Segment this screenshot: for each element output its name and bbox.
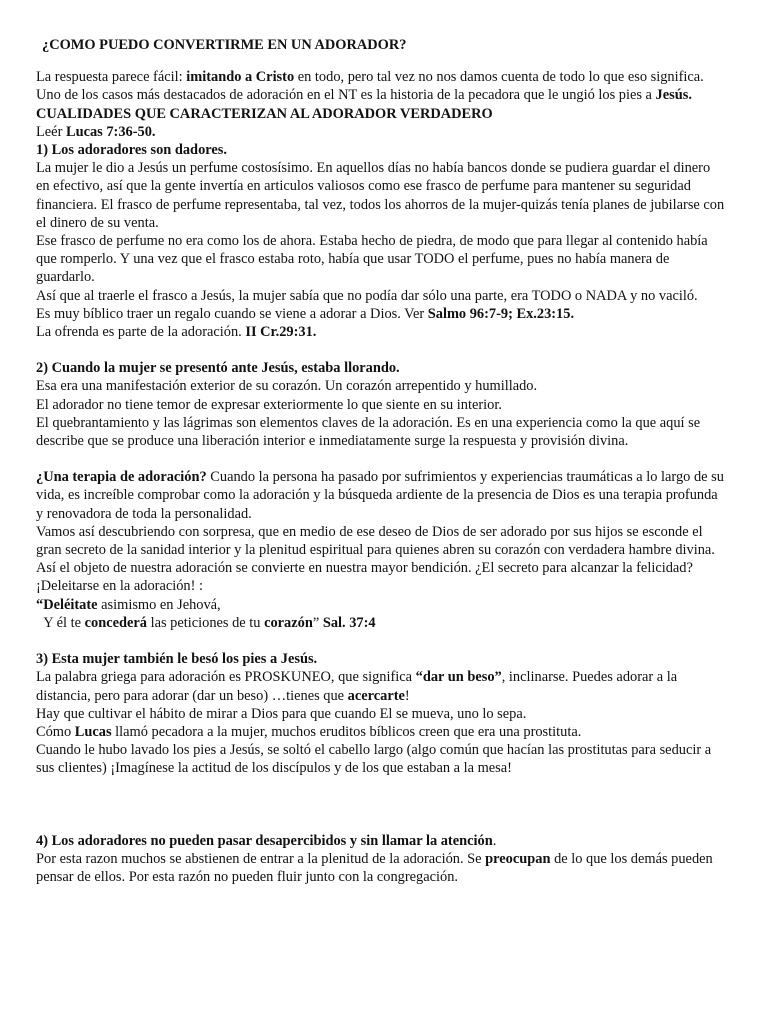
text-run: Por esta razon muchos se abstienen de entrar a la plenitud de la adoración. Se <box>36 850 486 867</box>
text-run: , inclinarse. Puedes adorar a la distancia, pero para adorar (dar un beso) …tienes que <box>36 669 678 704</box>
section-2-paragraph: El adorador no tiene temor de expresar exteriormente lo que siente en su interior. <box>36 396 502 413</box>
text-run: La ofrenda es parte de la adoración. <box>36 324 246 341</box>
intro-paragraph-2 <box>36 86 726 104</box>
section-1-paragraph: La mujer le dio a Jesús un perfume costosísimo. En aquellos días no había bancos donde se pudiera guardar el dinero en efectivo, así que la gente invertía en articulos valiosos como ese frasco de perfume para mantener su seguridad financiera. El frasco de perfume representaba, tal vez, todos los ahorros de la mujer-quizás tenía planes de jubilarse con el dinero de su venta. <box>36 160 725 231</box>
section-3-heading: 3) Esta mujer también le besó los pies a Jesús. <box>36 651 318 668</box>
text-run: llamó pecadora a la mujer, muchos eruditos bíblicos creen que era una prostituta. <box>111 723 582 740</box>
text-run: Es muy bíblico traer un regalo cuando se viene a adorar a Dios. Ver <box>36 305 428 322</box>
section-3-paragraph: Hay que cultivar el hábito de mirar a Dios para que cuando El se mueva, uno lo sepa. <box>36 705 527 722</box>
text-run: Y él te <box>36 614 85 631</box>
intro-paragraph-1 <box>36 68 726 86</box>
text-run: ” <box>312 614 323 631</box>
text-run: La respuesta parece fácil: <box>36 69 187 86</box>
bold-text: imitando a Cristo <box>186 69 295 86</box>
scripture-quote-line <box>36 596 726 614</box>
scripture-reference <box>36 123 726 141</box>
text-run: Cuando la persona ha pasado por sufrimientos y experiencias traumáticas a lo largo de su vida, es increíble comprobar como la adoración y la búsqueda ardiente de la presencia de Dios es una terapia profunda y renovadora de toda la personalidad. <box>36 469 724 522</box>
bold-text: concederá <box>84 614 147 631</box>
bold-text: 4) Los adoradores no pueden pasar desapercibidos y sin llamar la atención <box>36 832 493 849</box>
bold-text: “dar un beso” <box>415 669 502 686</box>
document-body <box>36 36 726 886</box>
section-3-paragraph: Cuando le hubo lavado los pies a Jesús, se soltó el cabello largo (algo común que hacían las prostitutas para seducir a sus clientes) ¡Imagínese la actitud de los discípulos y de los que estaban a la mesa! <box>36 742 712 777</box>
bold-text: Sal. 37:4 <box>322 614 376 631</box>
bold-text: Jesús. <box>655 87 692 104</box>
paragraph-spacer <box>36 632 726 650</box>
text-run: . <box>492 832 497 849</box>
text-run: en todo, pero tal vez no nos damos cuenta de todo lo que eso significa. <box>294 69 704 86</box>
bold-text: preocupan <box>485 850 551 867</box>
text-run: las peticiones de tu <box>146 614 265 631</box>
section-1-paragraph <box>36 323 726 341</box>
text-run: Uno de los casos más destacados de adoración en el NT es la historia de la pecadora que le ungió los pies a <box>36 87 656 104</box>
bold-text: Lucas <box>74 723 112 740</box>
text-run: Leér <box>36 123 66 140</box>
page-title: ¿COMO PUEDO CONVERTIRME EN UN ADORADOR? <box>42 37 407 53</box>
text-run: La palabra griega para adoración es PROSKUNEO, que significa <box>36 669 416 686</box>
text-run: asimismo en Jehová, <box>97 596 221 613</box>
section-2-paragraph: Esa era una manifestación exterior de su corazón. Un corazón arrepentido y humillado. <box>36 378 538 395</box>
paragraph-spacer <box>36 450 726 468</box>
bold-text: Salmo 96:7-9; Ex.23:15. <box>427 305 575 322</box>
section-3-paragraph <box>36 723 726 741</box>
terapia-paragraph <box>36 468 726 523</box>
bold-text: ¿Una terapia de adoración? <box>36 469 207 486</box>
paragraph-spacer <box>36 341 726 359</box>
bold-text: “ <box>36 596 44 613</box>
section-4-paragraph <box>36 850 726 886</box>
bold-text: acercarte <box>347 687 405 704</box>
section-2-heading: 2) Cuando la mujer se presentó ante Jesús, estaba llorando. <box>36 360 400 377</box>
section-1-heading: 1) Los adoradores son dadores. <box>36 142 227 159</box>
paragraph-spacer <box>36 778 726 832</box>
terapia-paragraph: Vamos así descubriendo con sorpresa, que en medio de ese deseo de Dios de ser adorado por sus hijos se esconde el gran secreto de la sanidad interior y la plenitud espiritual para quienes abren su corazón con verdadera hambre divina. Así el objeto de nuestra adoración se convierte en nuestra mayor bendición. ¿El secreto para alcanzar la felicidad? ¡Deleitarse en la adoración! : <box>36 523 715 595</box>
bold-text: II Cr.29:31. <box>245 324 317 341</box>
section-4-heading <box>36 832 726 850</box>
section-2-paragraph: El quebrantamiento y las lágrimas son elementos claves de la adoración. Es en una experiencia como la que aquí se describe que se produce una liberación interior e inmediatamente surge la respuesta y provisión divina. <box>36 414 701 450</box>
text-run: Cómo <box>36 723 75 740</box>
bold-text: Deléitate <box>43 596 98 613</box>
section-1-paragraph <box>36 305 726 323</box>
section-3-paragraph <box>36 668 726 704</box>
section-heading-qualities: CUALIDADES QUE CARACTERIZAN AL ADORADOR VERDADERO <box>36 105 493 122</box>
section-1-paragraph: Así que al traerle el frasco a Jesús, la mujer sabía que no podía dar sólo una parte, era TODO o NADA y no vaciló. <box>36 287 698 304</box>
bold-text: Lucas 7:36-50. <box>65 123 156 140</box>
section-1-paragraph: Ese frasco de perfume no era como los de ahora. Estaba hecho de piedra, de modo que para llegar al contenido había que romperlo. Y una vez que el frasco estaba roto, había que usar TODO el perfume, pues no había manera de guardarlo. <box>36 233 708 286</box>
scripture-quote-line <box>36 614 726 632</box>
text-run: de lo que los demás pueden pensar de ellos. Por esta razón no pueden fluir junto con la congregación. <box>36 850 713 885</box>
text-run: ! <box>404 687 410 704</box>
bold-text: corazón <box>264 614 313 631</box>
